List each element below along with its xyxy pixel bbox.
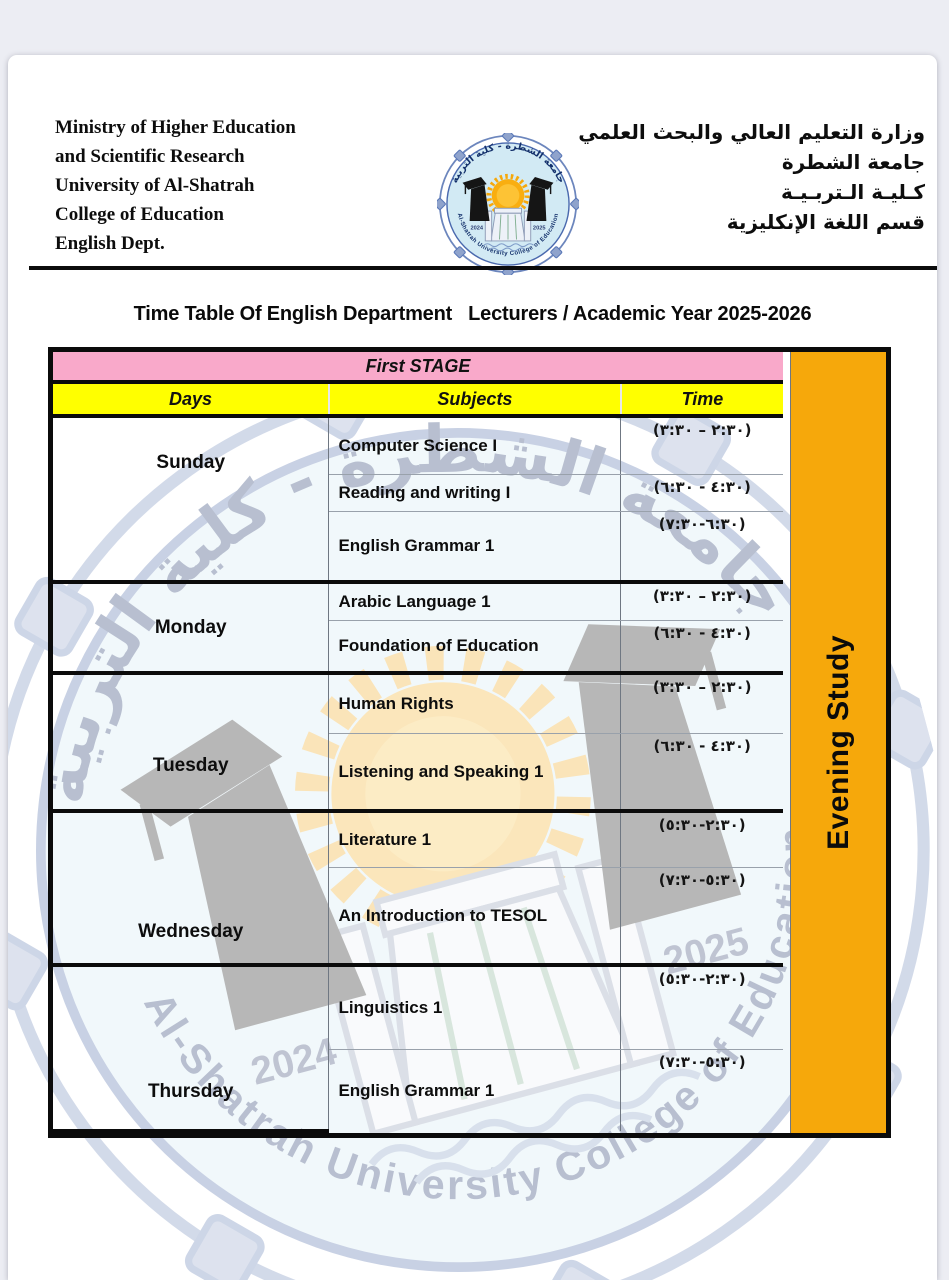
column-header-time: Time [621,382,783,416]
timetable-table [53,352,783,1133]
subject-cell: Listening and Speaking 1 [329,734,621,811]
time-cell: (٤:٣٠ - ٦:٣٠) [621,621,783,674]
time-cell: (٢:٣٠ – ٣:٣٠) [621,673,783,734]
day-cell-thursday: Thursday [53,965,329,1131]
subject-cell: An Introduction to TESOL [329,868,621,965]
day-cell-tuesday: Tuesday [53,673,329,811]
time-cell: (٢:٣٠ – ٣:٣٠) [621,582,783,620]
time-cell: (٤:٣٠ - ٦:٣٠) [621,734,783,811]
evening-study-label: Evening Study [821,635,855,850]
document-page [8,55,937,1280]
timetable-row [53,673,783,734]
timetable-row [53,811,783,868]
university-logo [437,133,579,275]
header-line-university: University of Al-Shatrah [55,175,255,196]
day-cell-monday: Monday [53,582,329,673]
day-cell-sunday: Sunday [53,416,329,582]
header-divider-rule [29,266,937,270]
header-line-ministry: Ministry of Higher Education [55,117,296,138]
header-line-college: College of Education [55,204,224,225]
time-cell: (٢:٣٠-٥:٣٠) [621,811,783,868]
time-cell: (٥:٣٠-٧:٣٠) [658,1053,746,1072]
subject-cell: Foundation of Education [329,621,621,674]
subject-cell: Reading and writing I [329,475,621,511]
column-header-subjects: Subjects [329,382,621,416]
header-english-block [55,113,296,258]
timetable-row [53,582,783,620]
page-title: Time Table Of English Department Lecturers / Academic Year 2025-2026 [133,303,812,325]
timetable [48,347,891,1138]
table-gap-column [783,352,790,1133]
header-line-research: and Scientific Research [55,146,245,167]
time-cell: (٥:٣٠-٧:٣٠) [621,868,783,965]
time-cell: (٤:٣٠ - ٦:٣٠) [621,475,783,511]
timetable-row [53,965,783,1050]
stage-header-row [53,352,783,382]
header-line-dept-ar: قسم اللغة الإنكليزية [726,210,925,234]
header-line-ministry-ar: وزارة التعليم العالي والبحث العلمي [578,120,925,144]
timetable-row [53,416,783,475]
subject-cell: Arabic Language 1 [329,582,621,620]
time-cell: (٦:٣٠-٧:٣٠) [621,511,783,582]
column-header-row [53,382,783,416]
header-line-university-ar: جامعة الشطرة [781,150,925,174]
subject-cell: Linguistics 1 [329,965,621,1050]
subject-cell: Computer Science I [329,416,621,475]
stage-header-cell: First STAGE [53,352,783,382]
header-line-college-ar: كـليـة الـتربـيـة [780,180,925,204]
subject-cell: Human Rights [329,673,621,734]
subject-cell: English Grammar 1 [329,1050,621,1131]
time-cell: (٢:٣٠-٥:٣٠) [621,965,783,1050]
column-header-days: Days [53,382,329,416]
header-arabic-block [578,117,925,237]
subject-cell: Literature 1 [329,811,621,868]
time-cell: (٢:٣٠ – ٣:٣٠) [621,416,783,475]
day-cell-wednesday: Wednesday [53,811,329,965]
subject-cell: English Grammar 1 [329,511,621,582]
evening-study-column [790,352,886,1133]
header-line-dept: English Dept. [55,233,165,254]
